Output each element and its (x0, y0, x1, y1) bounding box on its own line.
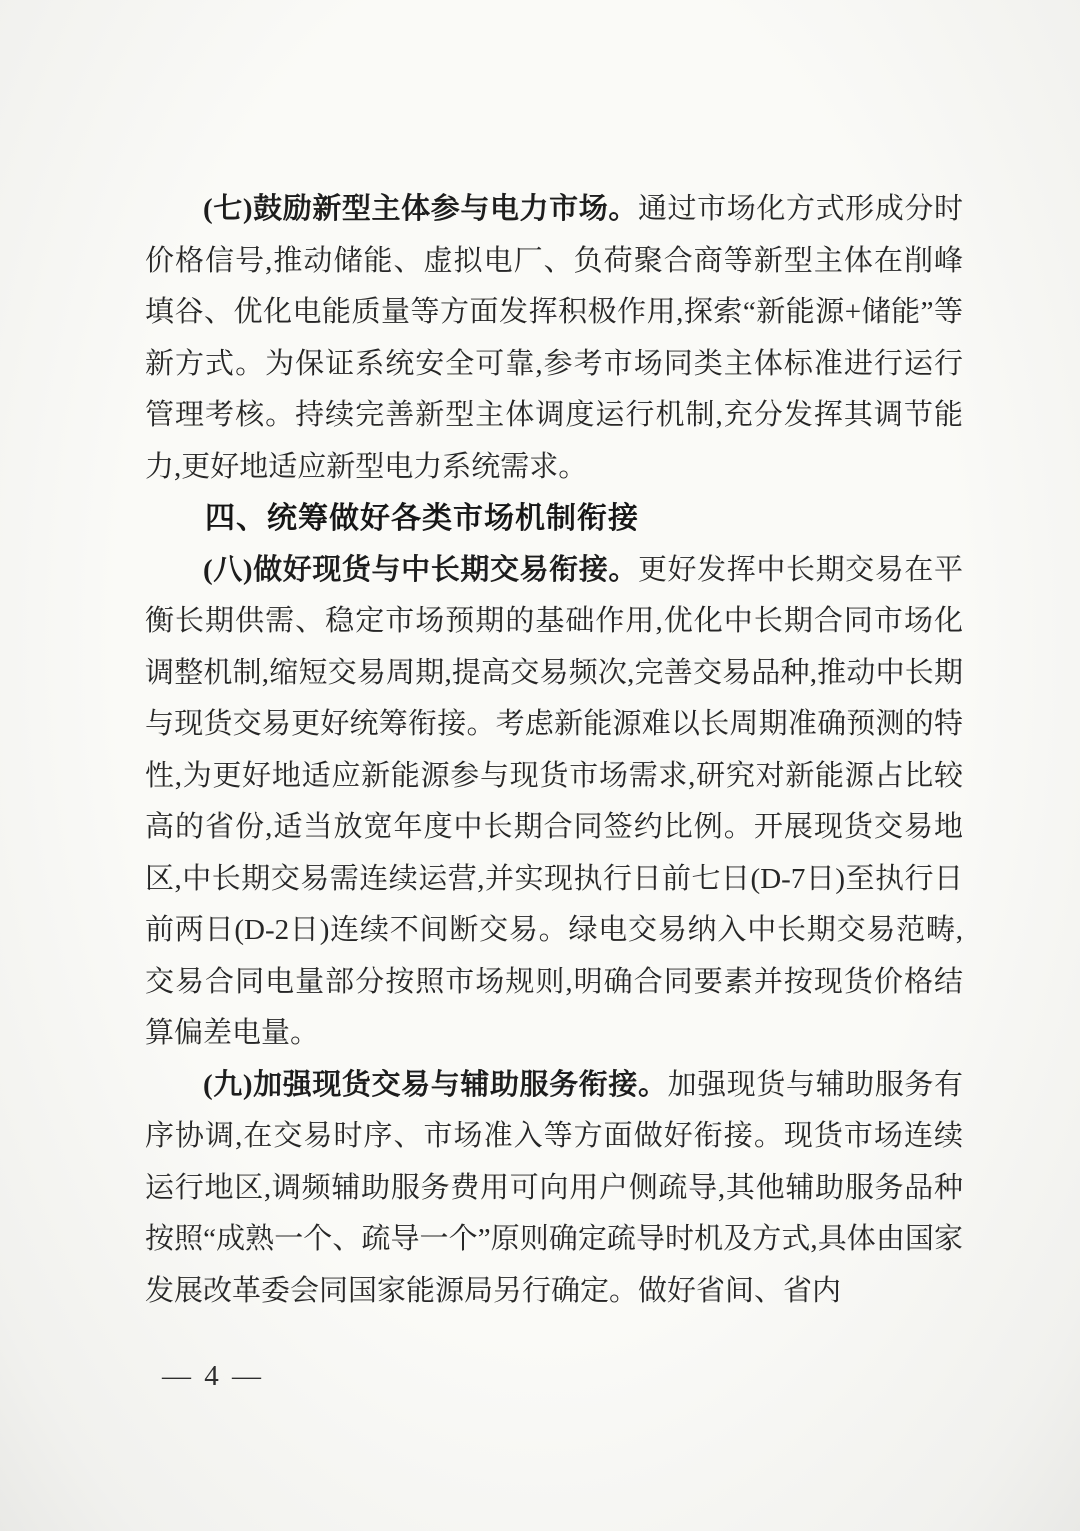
page-number: — 4 — (162, 1360, 264, 1392)
document-body (145, 184, 963, 1317)
section-heading-4: 四、统筹做好各类市场机制衔接 (205, 502, 639, 535)
paragraph-7-lead: (七)鼓励新型主体参与电力市场。 (203, 193, 638, 225)
paragraph-8 (145, 545, 963, 1060)
paragraph-9-body: 加强现货与辅助服务有序协调,在交易时序、市场准入等方面做好衔接。现货市场连续运行地区,调频辅助服务费用可向用户侧疏导,其他辅助服务品种按照“成熟一个、疏导一个”原则确定疏导时机及方式,具体由国家发展改革委会同国家能源局另行确定。做好省间、省内 (145, 1068, 963, 1307)
paragraph-7-body: 通过市场化方式形成分时价格信号,推动储能、虚拟电厂、负荷聚合商等新型主体在削峰填谷、优化电能质量等方面发挥积极作用,探索“新能源+储能”等新方式。为保证系统安全可靠,参考市场同类主体标准进行运行管理考核。持续完善新型主体调度运行机制,充分发挥其调节能力,更好地适应新型电力系统需求。 (145, 193, 963, 483)
paragraph-9 (145, 1060, 963, 1318)
paragraph-8-lead: (八)做好现货与中长期交易衔接。 (203, 553, 638, 586)
paragraph-9-lead: (九)加强现货交易与辅助服务衔接。 (203, 1068, 668, 1101)
paragraph-7 (145, 184, 963, 493)
paragraph-8-body: 更好发挥中长期交易在平衡长期供需、稳定市场预期的基础作用,优化中长期合同市场化调整机制,缩短交易周期,提高交易频次,完善交易品种,推动中长期与现货交易更好统筹衔接。考虑新能源难以长周期准确预测的特性,为更好地适应新能源参与现货市场需求,研究对新能源占比较高的省份,适当放宽年度中长期合同签约比例。开展现货交易地区,中长期交易需连续运营,并实现执行日前七日(D-7日)至执行日前两日(D-2日)连续不间断交易。绿电交易纳入中长期交易范畴,交易合同电量部分按照市场规则,明确合同要素并按现货价格结算偏差电量。 (145, 553, 963, 1049)
